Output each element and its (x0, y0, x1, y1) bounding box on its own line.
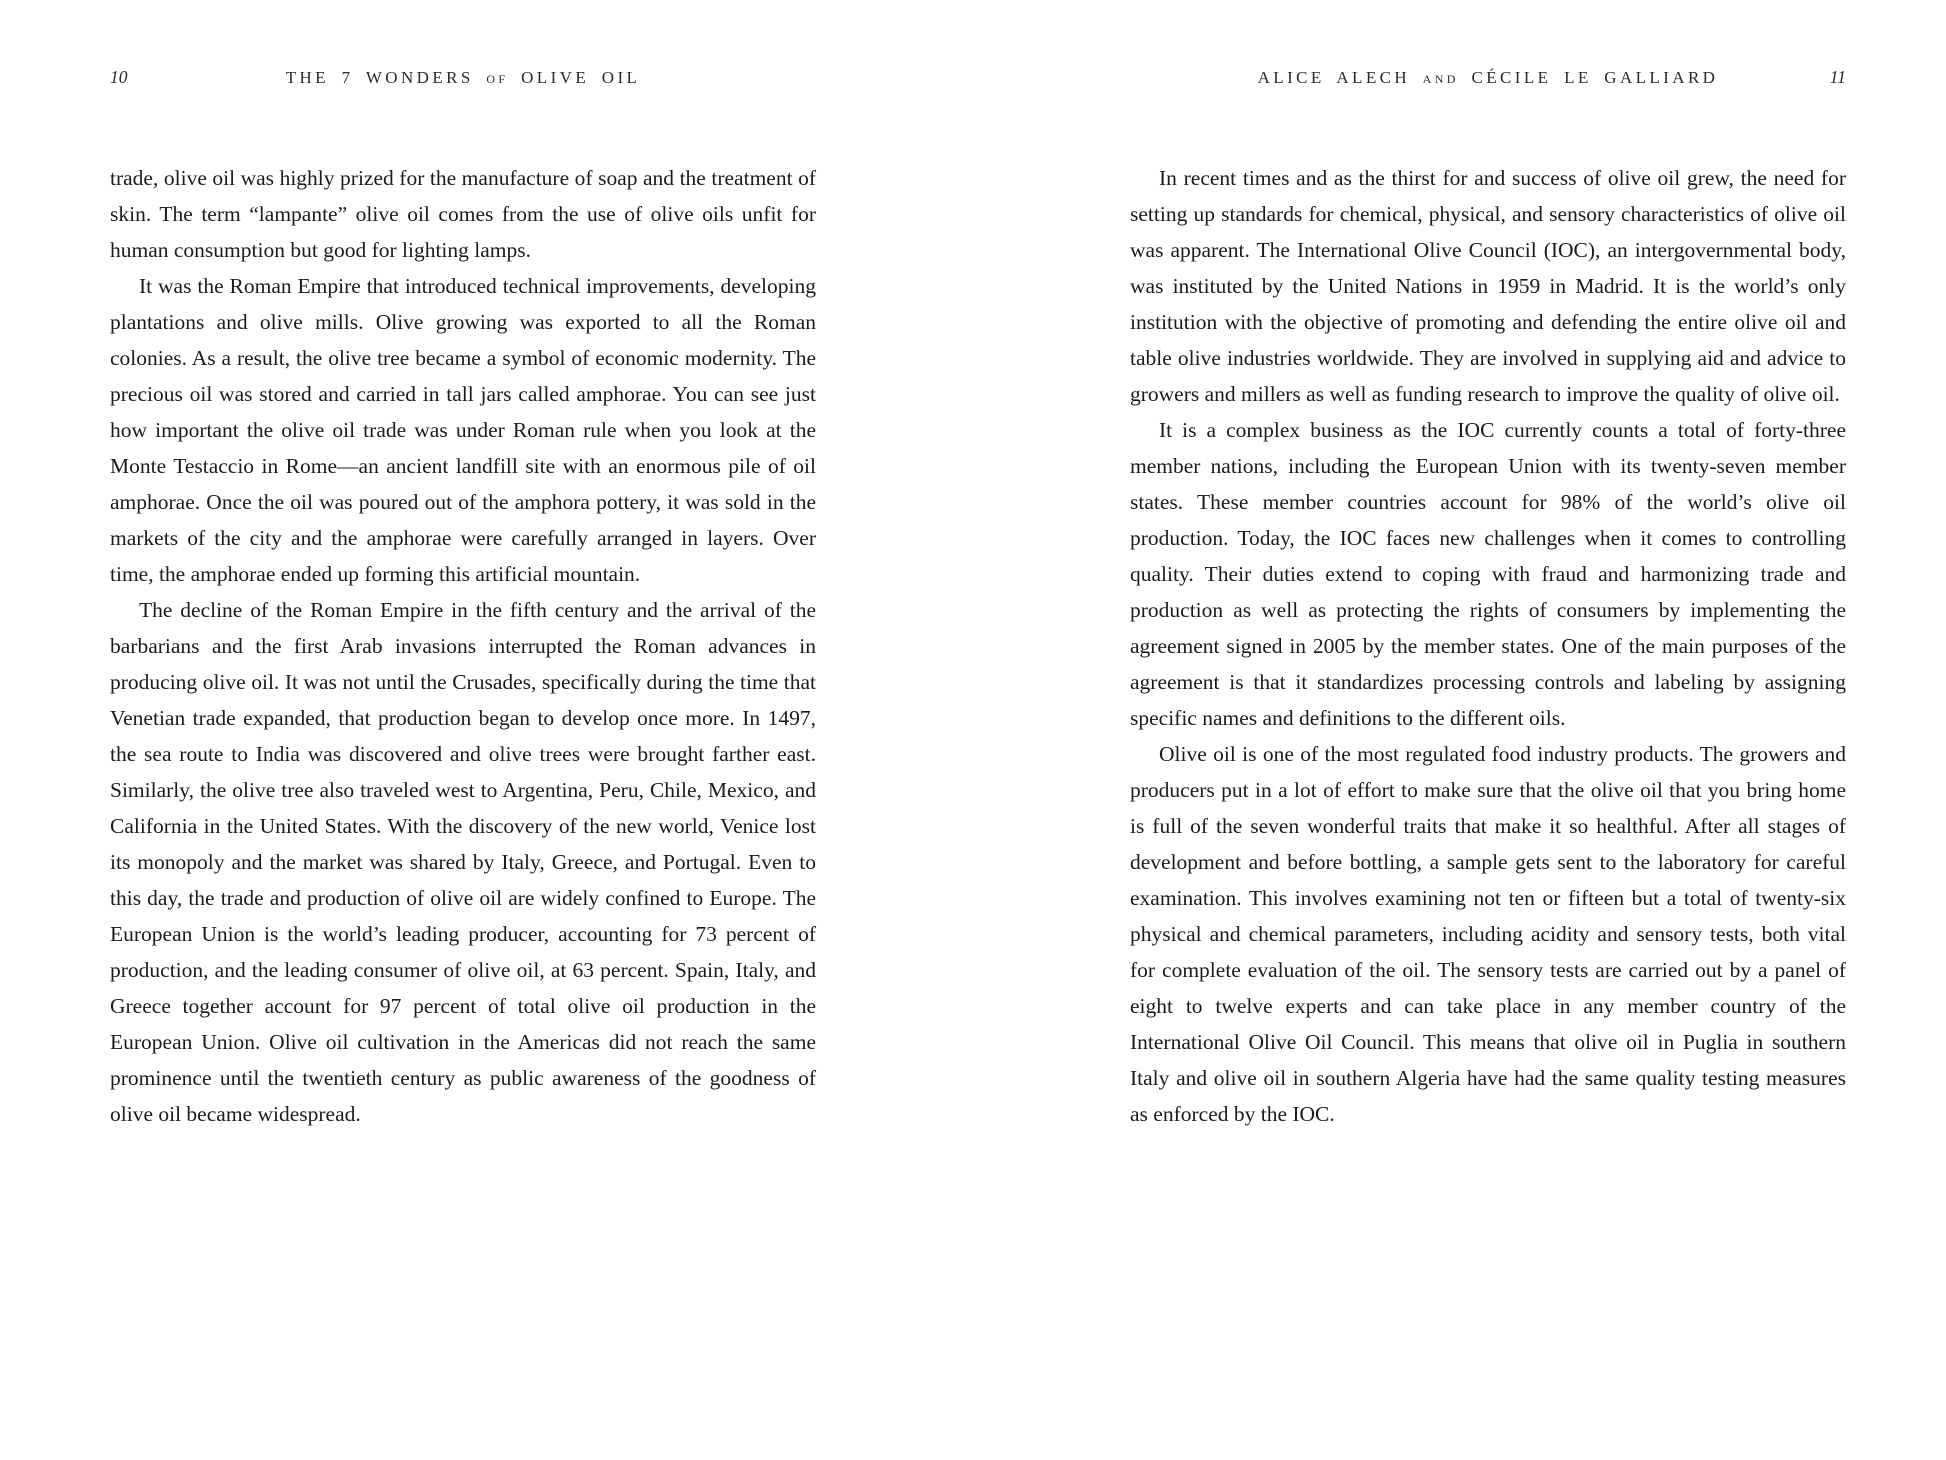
left-page-header (110, 64, 816, 90)
paragraph: It is a complex business as the IOC currently counts a total of forty-three member nations, including the European Union with its twenty-seven member states. These member countries account for 98% of the world’s olive oil production. Today, the IOC faces new challenges when it comes to controlling quality. Their duties extend to coping with fraud and harmonizing trade and production as well as protecting the rights of consumers by implementing the agreement signed in 2005 by the member states. One of the main purposes of the agreement is that it standardizes processing controls and labeling by assigning specific names and definitions to the different oils. (1130, 418, 1846, 730)
left-page-number: 10 (110, 67, 128, 87)
page-left (110, 0, 816, 1132)
right-running-head: ALICE ALECH and CÉCILE LE GALLIARD (1257, 68, 1719, 87)
right-page-header (1130, 64, 1846, 90)
right-page-number: 11 (1829, 67, 1846, 87)
paragraph: Olive oil is one of the most regulated food industry products. The growers and producers put in a lot of effort to make sure that the olive oil that you bring home is full of the seven wonderful traits that make it so healthful. After all stages of development and before bottling, a sample gets sent to the laboratory for careful examination. This involves examining not ten or fifteen but a total of twenty-six physical and chemical parameters, including acidity and sensory tests, both vital for complete evaluation of the oil. The sensory tests are carried out by a panel of eight to twelve experts and can take place in any member country of the International Olive Oil Council. This means that olive oil in Puglia in southern Italy and olive oil in southern Algeria have had the same quality testing measures as enforced by the IOC. (1130, 742, 1846, 1126)
paragraph: trade, olive oil was highly prized for the manufacture of soap and the treatment of skin. The term “lampante” olive oil comes from the use of olive oils unfit for human consumption but good for lighting lamps. (110, 166, 816, 262)
paragraph: In recent times and as the thirst for and success of olive oil grew, the need for setting up standards for chemical, physical, and sensory characteristics of olive oil was apparent. The International Olive Council (IOC), an intergovernmental body, was instituted by the United Nations in 1959 in Madrid. It is the world’s only institution with the objective of promoting and defending the entire olive oil and table olive industries worldwide. They are involved in supplying aid and advice to growers and millers as well as funding research to improve the quality of olive oil. (1130, 166, 1846, 406)
paragraph: It was the Roman Empire that introduced technical improvements, developing plantations and olive mills. Olive growing was exported to all the Roman colonies. As a result, the olive tree became a symbol of economic modernity. The precious oil was stored and carried in tall jars called amphorae. You can see just how important the olive oil trade was under Roman rule when you look at the Monte Testaccio in Rome—an ancient landfill site with an enormous pile of oil amphorae. Once the oil was poured out of the amphora pottery, it was sold in the markets of the city and the amphorae were carefully arranged in layers. Over time, the amphorae ended up forming this artificial mountain. (110, 274, 816, 586)
paragraph: The decline of the Roman Empire in the fifth century and the arrival of the barbarians and the first Arab invasions interrupted the Roman advances in producing olive oil. It was not until the Crusades, specifically during the time that Venetian trade expanded, that production began to develop once more. In 1497, the sea route to India was discovered and olive trees were brought farther east. Similarly, the olive tree also traveled west to Argentina, Peru, Chile, Mexico, and California in the United States. With the discovery of the new world, Venice lost its monopoly and the market was shared by Italy, Greece, and Portugal. Even to this day, the trade and production of olive oil are widely confined to Europe. The European Union is the world’s leading producer, accounting for 73 percent of production, and the leading consumer of olive oil, at 63 percent. Spain, Italy, and Greece together account for 97 percent of total olive oil production in the European Union. Olive oil cultivation in the Americas did not reach the same prominence until the twentieth century as public awareness of the goodness of olive oil became widespread. (110, 598, 816, 1126)
page-right (1130, 0, 1846, 1132)
left-running-head: THE 7 WONDERS of OLIVE OIL (285, 68, 641, 87)
right-page-body (1130, 160, 1846, 1132)
left-page-body (110, 160, 816, 1132)
